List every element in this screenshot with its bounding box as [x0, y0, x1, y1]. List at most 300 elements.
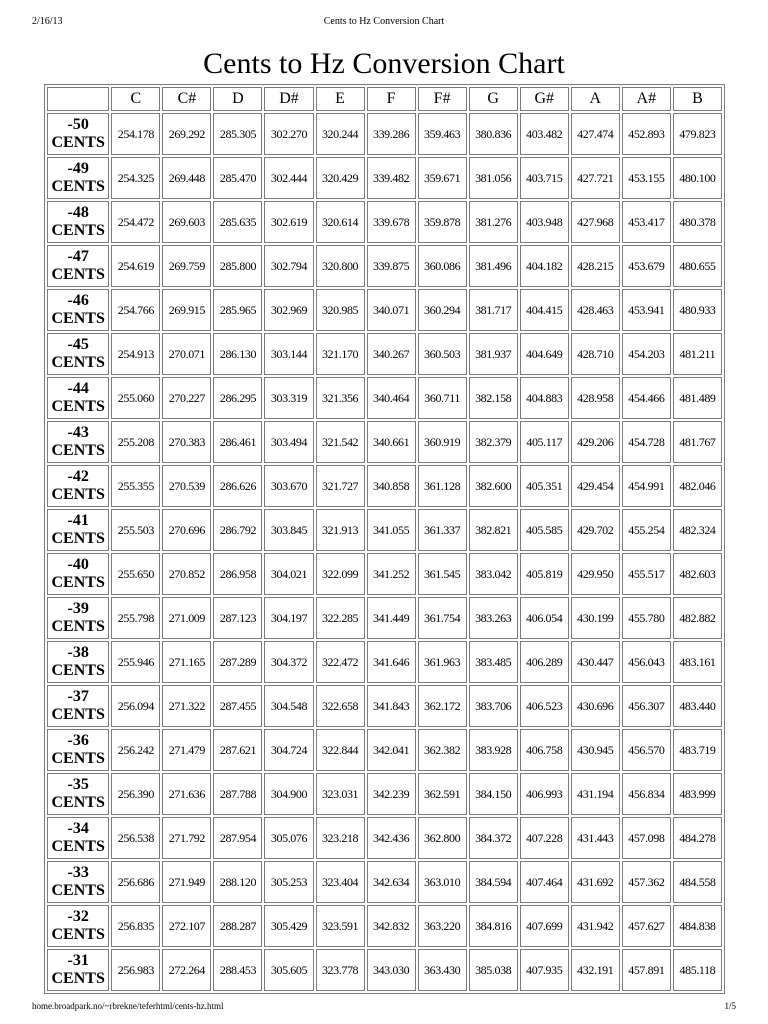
frequency-cell: 382.158 — [469, 377, 518, 419]
frequency-cell: 481.767 — [673, 421, 722, 463]
cents-unit-label: CENTS — [51, 662, 105, 679]
frequency-cell: 483.999 — [673, 773, 722, 815]
frequency-cell: 254.472 — [111, 201, 160, 243]
frequency-cell: 342.436 — [367, 817, 416, 859]
frequency-cell: 320.429 — [316, 157, 365, 199]
frequency-cell: 340.071 — [367, 289, 416, 331]
frequency-cell: 256.686 — [111, 861, 160, 903]
table-row — [47, 421, 722, 463]
frequency-cell: 431.942 — [571, 905, 620, 947]
frequency-cell: 304.197 — [264, 597, 313, 639]
frequency-cell: 383.263 — [469, 597, 518, 639]
frequency-cell: 382.821 — [469, 509, 518, 551]
frequency-cell: 271.792 — [162, 817, 211, 859]
frequency-cell: 453.679 — [622, 245, 671, 287]
column-header: B — [673, 87, 722, 111]
frequency-cell: 339.875 — [367, 245, 416, 287]
frequency-cell: 457.098 — [622, 817, 671, 859]
frequency-cell: 256.835 — [111, 905, 160, 947]
table-row — [47, 157, 722, 199]
cents-value: -45 — [67, 336, 89, 353]
frequency-cell: 269.448 — [162, 157, 211, 199]
table-row — [47, 729, 722, 771]
frequency-cell: 271.322 — [162, 685, 211, 727]
frequency-cell: 405.585 — [520, 509, 569, 551]
frequency-cell: 480.655 — [673, 245, 722, 287]
frequency-cell: 255.208 — [111, 421, 160, 463]
row-header-cell — [47, 817, 109, 859]
cents-value: -48 — [67, 204, 89, 221]
column-header: C# — [162, 87, 211, 111]
frequency-cell: 482.046 — [673, 465, 722, 507]
row-header-cell — [47, 245, 109, 287]
frequency-cell: 340.858 — [367, 465, 416, 507]
frequency-cell: 255.650 — [111, 553, 160, 595]
frequency-cell: 323.778 — [316, 949, 365, 991]
cents-value: -35 — [67, 776, 89, 793]
frequency-cell: 287.788 — [213, 773, 262, 815]
frequency-cell: 304.900 — [264, 773, 313, 815]
row-header-cell — [47, 905, 109, 947]
cents-unit-label: CENTS — [51, 442, 105, 459]
frequency-cell: 406.523 — [520, 685, 569, 727]
frequency-cell: 363.430 — [418, 949, 467, 991]
frequency-cell: 303.319 — [264, 377, 313, 419]
frequency-cell: 269.292 — [162, 113, 211, 155]
row-header-cell — [47, 861, 109, 903]
frequency-cell: 254.178 — [111, 113, 160, 155]
frequency-cell: 427.474 — [571, 113, 620, 155]
frequency-cell: 428.215 — [571, 245, 620, 287]
frequency-cell: 456.570 — [622, 729, 671, 771]
frequency-cell: 381.276 — [469, 201, 518, 243]
row-header-cell — [47, 157, 109, 199]
frequency-cell: 321.727 — [316, 465, 365, 507]
frequency-cell: 287.289 — [213, 641, 262, 683]
frequency-cell: 404.649 — [520, 333, 569, 375]
frequency-cell: 270.071 — [162, 333, 211, 375]
frequency-cell: 428.710 — [571, 333, 620, 375]
frequency-cell: 361.128 — [418, 465, 467, 507]
frequency-cell: 456.307 — [622, 685, 671, 727]
row-header-cell — [47, 641, 109, 683]
column-header: G# — [520, 87, 569, 111]
frequency-cell: 481.489 — [673, 377, 722, 419]
frequency-cell: 270.227 — [162, 377, 211, 419]
print-url: home.broadpark.no/~rbrekne/teferhtml/cents-hz.html — [32, 1001, 224, 1011]
frequency-cell: 255.060 — [111, 377, 160, 419]
cents-value: -37 — [67, 688, 89, 705]
cents-unit-label: CENTS — [51, 222, 105, 239]
frequency-cell: 270.383 — [162, 421, 211, 463]
frequency-cell: 427.721 — [571, 157, 620, 199]
frequency-cell: 429.950 — [571, 553, 620, 595]
frequency-cell: 453.941 — [622, 289, 671, 331]
frequency-cell: 323.591 — [316, 905, 365, 947]
frequency-cell: 483.440 — [673, 685, 722, 727]
table-row — [47, 377, 722, 419]
frequency-cell: 452.893 — [622, 113, 671, 155]
row-header-cell — [47, 949, 109, 991]
frequency-cell: 405.117 — [520, 421, 569, 463]
column-header: F — [367, 87, 416, 111]
cents-value: -50 — [67, 116, 89, 133]
frequency-cell: 303.494 — [264, 421, 313, 463]
frequency-cell: 383.485 — [469, 641, 518, 683]
frequency-cell: 285.965 — [213, 289, 262, 331]
frequency-cell: 340.267 — [367, 333, 416, 375]
cents-unit-label: CENTS — [51, 794, 105, 811]
frequency-cell: 453.417 — [622, 201, 671, 243]
table-row — [47, 949, 722, 991]
table-row — [47, 817, 722, 859]
frequency-cell: 272.107 — [162, 905, 211, 947]
cents-value: -49 — [67, 160, 89, 177]
frequency-cell: 339.286 — [367, 113, 416, 155]
frequency-cell: 381.496 — [469, 245, 518, 287]
frequency-cell: 429.206 — [571, 421, 620, 463]
frequency-cell: 360.294 — [418, 289, 467, 331]
frequency-cell: 454.991 — [622, 465, 671, 507]
frequency-cell: 361.963 — [418, 641, 467, 683]
frequency-cell: 407.228 — [520, 817, 569, 859]
frequency-cell: 341.449 — [367, 597, 416, 639]
frequency-cell: 383.928 — [469, 729, 518, 771]
frequency-cell: 271.165 — [162, 641, 211, 683]
frequency-cell: 269.759 — [162, 245, 211, 287]
row-header-cell — [47, 465, 109, 507]
frequency-cell: 405.819 — [520, 553, 569, 595]
frequency-cell: 431.692 — [571, 861, 620, 903]
frequency-cell: 430.447 — [571, 641, 620, 683]
frequency-cell: 430.696 — [571, 685, 620, 727]
frequency-cell: 484.278 — [673, 817, 722, 859]
conversion-table-container — [44, 84, 725, 998]
cents-unit-label: CENTS — [51, 354, 105, 371]
frequency-cell: 362.800 — [418, 817, 467, 859]
frequency-cell: 429.702 — [571, 509, 620, 551]
row-header-cell — [47, 289, 109, 331]
cents-unit-label: CENTS — [51, 750, 105, 767]
frequency-cell: 480.100 — [673, 157, 722, 199]
frequency-cell: 320.244 — [316, 113, 365, 155]
table-row — [47, 333, 722, 375]
frequency-cell: 322.285 — [316, 597, 365, 639]
row-header-cell — [47, 729, 109, 771]
frequency-cell: 457.362 — [622, 861, 671, 903]
table-row — [47, 113, 722, 155]
table-row — [47, 465, 722, 507]
frequency-cell: 286.130 — [213, 333, 262, 375]
frequency-cell: 485.118 — [673, 949, 722, 991]
frequency-cell: 456.043 — [622, 641, 671, 683]
frequency-cell: 342.041 — [367, 729, 416, 771]
print-date: 2/16/13 — [32, 16, 63, 27]
frequency-cell: 480.933 — [673, 289, 722, 331]
frequency-cell: 323.404 — [316, 861, 365, 903]
frequency-cell: 322.844 — [316, 729, 365, 771]
frequency-cell: 323.031 — [316, 773, 365, 815]
cents-unit-label: CENTS — [51, 706, 105, 723]
frequency-cell: 359.463 — [418, 113, 467, 155]
table-header — [47, 87, 722, 111]
cents-value: -46 — [67, 292, 89, 309]
frequency-cell: 270.696 — [162, 509, 211, 551]
frequency-cell: 305.253 — [264, 861, 313, 903]
table-row — [47, 597, 722, 639]
frequency-cell: 305.076 — [264, 817, 313, 859]
page-title: Cents to Hz Conversion Chart — [203, 47, 565, 80]
column-header: F# — [418, 87, 467, 111]
frequency-cell: 288.453 — [213, 949, 262, 991]
frequency-cell: 429.454 — [571, 465, 620, 507]
table-row — [47, 905, 722, 947]
cents-value: -33 — [67, 864, 89, 881]
frequency-cell: 384.372 — [469, 817, 518, 859]
frequency-cell: 255.946 — [111, 641, 160, 683]
cents-value: -32 — [67, 908, 89, 925]
frequency-cell: 321.913 — [316, 509, 365, 551]
frequency-cell: 256.983 — [111, 949, 160, 991]
frequency-cell: 361.337 — [418, 509, 467, 551]
frequency-cell: 322.472 — [316, 641, 365, 683]
frequency-cell: 303.144 — [264, 333, 313, 375]
frequency-cell: 255.355 — [111, 465, 160, 507]
row-header-cell — [47, 113, 109, 155]
frequency-cell: 484.558 — [673, 861, 722, 903]
frequency-cell: 481.211 — [673, 333, 722, 375]
frequency-cell: 407.464 — [520, 861, 569, 903]
frequency-cell: 303.670 — [264, 465, 313, 507]
frequency-cell: 455.517 — [622, 553, 671, 595]
cents-unit-label: CENTS — [51, 970, 105, 987]
frequency-cell: 270.539 — [162, 465, 211, 507]
frequency-cell: 269.915 — [162, 289, 211, 331]
table-body — [47, 113, 722, 991]
cents-value: -31 — [67, 952, 89, 969]
frequency-cell: 362.382 — [418, 729, 467, 771]
frequency-cell: 431.194 — [571, 773, 620, 815]
frequency-cell: 453.155 — [622, 157, 671, 199]
cents-value: -43 — [67, 424, 89, 441]
frequency-cell: 384.150 — [469, 773, 518, 815]
frequency-cell: 359.671 — [418, 157, 467, 199]
frequency-cell: 304.372 — [264, 641, 313, 683]
frequency-cell: 255.798 — [111, 597, 160, 639]
column-header: G — [469, 87, 518, 111]
table-row — [47, 685, 722, 727]
cents-unit-label: CENTS — [51, 266, 105, 283]
frequency-cell: 287.621 — [213, 729, 262, 771]
frequency-cell: 360.503 — [418, 333, 467, 375]
table-row — [47, 553, 722, 595]
frequency-cell: 254.619 — [111, 245, 160, 287]
frequency-cell: 383.706 — [469, 685, 518, 727]
frequency-cell: 302.969 — [264, 289, 313, 331]
frequency-cell: 341.055 — [367, 509, 416, 551]
frequency-cell: 385.038 — [469, 949, 518, 991]
frequency-cell: 431.443 — [571, 817, 620, 859]
frequency-cell: 404.415 — [520, 289, 569, 331]
column-header: E — [316, 87, 365, 111]
frequency-cell: 484.838 — [673, 905, 722, 947]
frequency-cell: 271.636 — [162, 773, 211, 815]
frequency-cell: 406.993 — [520, 773, 569, 815]
frequency-cell: 361.545 — [418, 553, 467, 595]
frequency-cell: 269.603 — [162, 201, 211, 243]
frequency-cell: 406.758 — [520, 729, 569, 771]
cents-value: -42 — [67, 468, 89, 485]
frequency-cell: 285.635 — [213, 201, 262, 243]
cents-value: -47 — [67, 248, 89, 265]
table-row — [47, 773, 722, 815]
cents-unit-label: CENTS — [51, 618, 105, 635]
frequency-cell: 341.252 — [367, 553, 416, 595]
frequency-cell: 342.634 — [367, 861, 416, 903]
frequency-cell: 340.661 — [367, 421, 416, 463]
frequency-cell: 286.295 — [213, 377, 262, 419]
frequency-cell: 254.766 — [111, 289, 160, 331]
frequency-cell: 407.935 — [520, 949, 569, 991]
frequency-cell: 285.800 — [213, 245, 262, 287]
row-header-cell — [47, 773, 109, 815]
column-header: A# — [622, 87, 671, 111]
frequency-cell: 286.792 — [213, 509, 262, 551]
frequency-cell: 286.626 — [213, 465, 262, 507]
frequency-cell: 323.218 — [316, 817, 365, 859]
frequency-cell: 384.816 — [469, 905, 518, 947]
cents-unit-label: CENTS — [51, 310, 105, 327]
table-row — [47, 861, 722, 903]
cents-unit-label: CENTS — [51, 178, 105, 195]
frequency-cell: 321.170 — [316, 333, 365, 375]
header-corner-cell — [47, 87, 109, 111]
frequency-cell: 381.717 — [469, 289, 518, 331]
frequency-cell: 362.591 — [418, 773, 467, 815]
frequency-cell: 361.754 — [418, 597, 467, 639]
print-header — [32, 16, 736, 30]
frequency-cell: 455.254 — [622, 509, 671, 551]
frequency-cell: 340.464 — [367, 377, 416, 419]
column-header: A — [571, 87, 620, 111]
frequency-cell: 256.538 — [111, 817, 160, 859]
frequency-cell: 287.954 — [213, 817, 262, 859]
frequency-cell: 254.913 — [111, 333, 160, 375]
frequency-cell: 456.834 — [622, 773, 671, 815]
row-header-cell — [47, 685, 109, 727]
frequency-cell: 271.009 — [162, 597, 211, 639]
frequency-cell: 482.324 — [673, 509, 722, 551]
frequency-cell: 285.305 — [213, 113, 262, 155]
print-header-title: Cents to Hz Conversion Chart — [323, 16, 445, 27]
cents-value: -39 — [67, 600, 89, 617]
frequency-cell: 403.482 — [520, 113, 569, 155]
frequency-cell: 360.086 — [418, 245, 467, 287]
frequency-cell: 407.699 — [520, 905, 569, 947]
frequency-cell: 304.021 — [264, 553, 313, 595]
frequency-cell: 339.482 — [367, 157, 416, 199]
frequency-cell: 430.199 — [571, 597, 620, 639]
frequency-cell: 457.891 — [622, 949, 671, 991]
frequency-cell: 359.878 — [418, 201, 467, 243]
frequency-cell: 454.203 — [622, 333, 671, 375]
frequency-cell: 457.627 — [622, 905, 671, 947]
cents-unit-label: CENTS — [51, 838, 105, 855]
frequency-cell: 272.264 — [162, 949, 211, 991]
frequency-cell: 360.711 — [418, 377, 467, 419]
frequency-cell: 271.949 — [162, 861, 211, 903]
frequency-cell: 455.780 — [622, 597, 671, 639]
frequency-cell: 428.958 — [571, 377, 620, 419]
frequency-cell: 270.852 — [162, 553, 211, 595]
frequency-cell: 342.832 — [367, 905, 416, 947]
frequency-cell: 302.794 — [264, 245, 313, 287]
frequency-cell: 403.948 — [520, 201, 569, 243]
frequency-cell: 302.270 — [264, 113, 313, 155]
cents-unit-label: CENTS — [51, 486, 105, 503]
cents-unit-label: CENTS — [51, 134, 105, 151]
frequency-cell: 341.646 — [367, 641, 416, 683]
frequency-cell: 482.882 — [673, 597, 722, 639]
frequency-cell: 430.945 — [571, 729, 620, 771]
page-number: 1/5 — [724, 1001, 736, 1011]
cents-value: -34 — [67, 820, 89, 837]
header-row — [47, 87, 722, 111]
frequency-cell: 256.094 — [111, 685, 160, 727]
cents-unit-label: CENTS — [51, 574, 105, 591]
frequency-cell: 342.239 — [367, 773, 416, 815]
frequency-cell: 427.968 — [571, 201, 620, 243]
row-header-cell — [47, 201, 109, 243]
frequency-cell: 406.054 — [520, 597, 569, 639]
frequency-cell: 383.042 — [469, 553, 518, 595]
frequency-cell: 483.161 — [673, 641, 722, 683]
frequency-cell: 428.463 — [571, 289, 620, 331]
cents-value: -38 — [67, 644, 89, 661]
frequency-cell: 288.120 — [213, 861, 262, 903]
cents-unit-label: CENTS — [51, 398, 105, 415]
frequency-cell: 304.724 — [264, 729, 313, 771]
frequency-cell: 254.325 — [111, 157, 160, 199]
frequency-cell: 285.470 — [213, 157, 262, 199]
row-header-cell — [47, 377, 109, 419]
frequency-cell: 479.823 — [673, 113, 722, 155]
frequency-cell: 271.479 — [162, 729, 211, 771]
frequency-cell: 363.220 — [418, 905, 467, 947]
frequency-cell: 288.287 — [213, 905, 262, 947]
frequency-cell: 286.958 — [213, 553, 262, 595]
row-header-cell — [47, 553, 109, 595]
frequency-cell: 287.455 — [213, 685, 262, 727]
frequency-cell: 454.728 — [622, 421, 671, 463]
frequency-cell: 321.542 — [316, 421, 365, 463]
row-header-cell — [47, 597, 109, 639]
frequency-cell: 286.461 — [213, 421, 262, 463]
table-row — [47, 509, 722, 551]
frequency-cell: 341.843 — [367, 685, 416, 727]
frequency-cell: 322.658 — [316, 685, 365, 727]
frequency-cell: 322.099 — [316, 553, 365, 595]
cents-unit-label: CENTS — [51, 882, 105, 899]
frequency-cell: 380.836 — [469, 113, 518, 155]
frequency-cell: 305.605 — [264, 949, 313, 991]
row-header-cell — [47, 421, 109, 463]
frequency-cell: 483.719 — [673, 729, 722, 771]
table-row — [47, 245, 722, 287]
frequency-cell: 382.379 — [469, 421, 518, 463]
cents-value: -36 — [67, 732, 89, 749]
frequency-cell: 381.056 — [469, 157, 518, 199]
